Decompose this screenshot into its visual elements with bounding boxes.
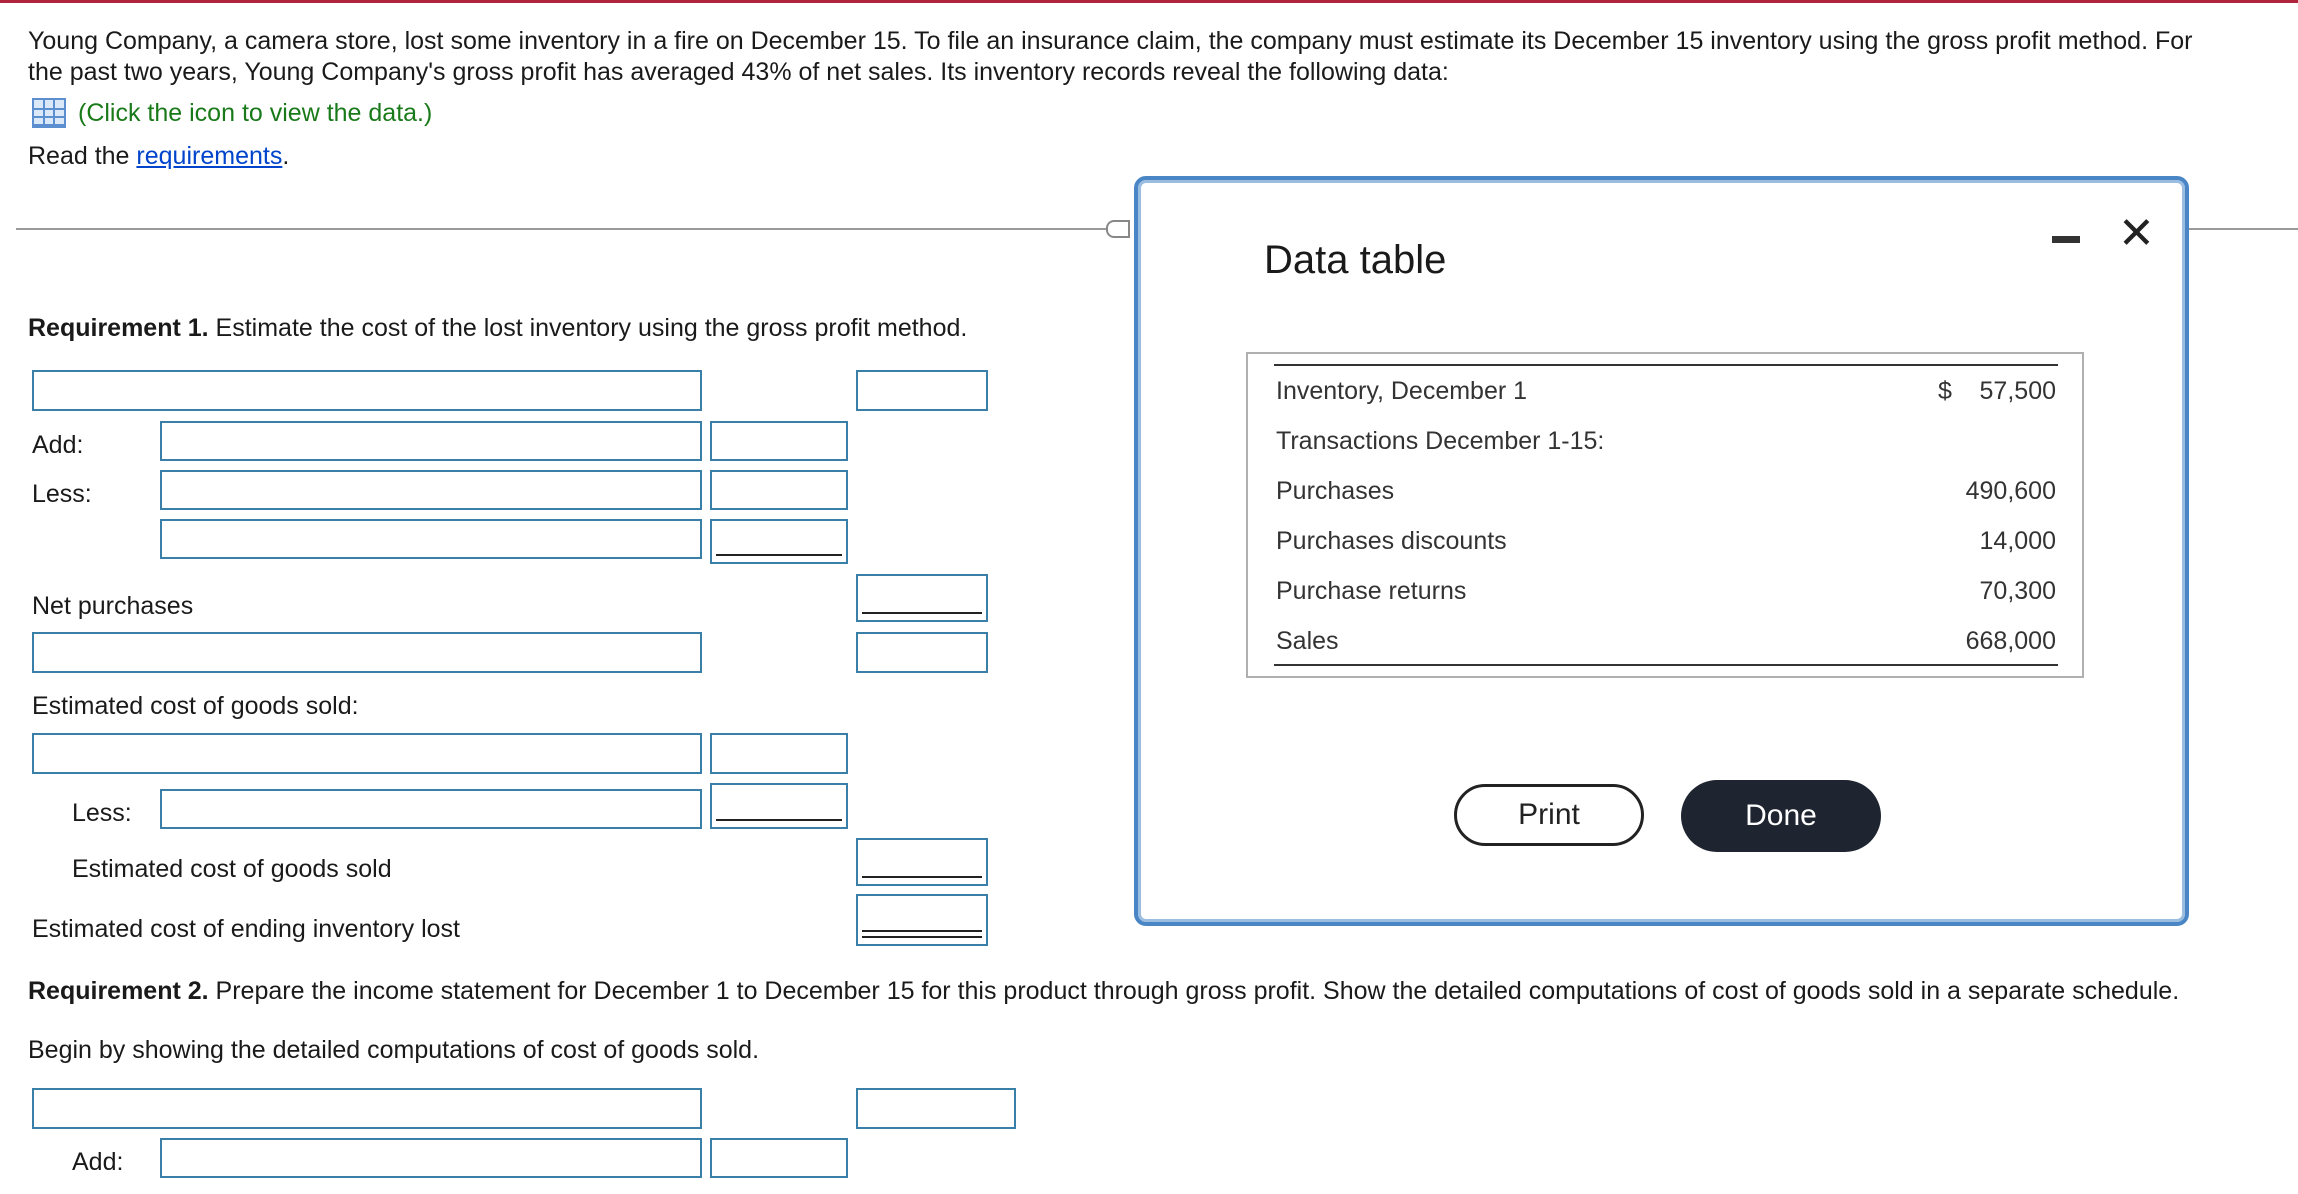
read-prefix: Read the xyxy=(28,142,137,170)
row-value: 14,000 xyxy=(1979,527,2056,555)
r1-less2-label-input[interactable] xyxy=(160,519,702,559)
req2-begin-text: Begin by showing the detailed computations of cost of goods sold. xyxy=(28,1036,760,1064)
data-table-icon[interactable] xyxy=(32,98,66,128)
read-requirements xyxy=(28,141,289,172)
r1-net-purchases-amount[interactable] xyxy=(856,574,988,622)
row-label: Purchases discounts xyxy=(1276,527,1507,555)
modal-title: Data table xyxy=(1264,238,1447,282)
data-table-modal xyxy=(1134,176,2189,926)
r1-line1-amount-input[interactable] xyxy=(856,370,988,411)
req2-bold: Requirement 2. xyxy=(28,977,209,1005)
row-dollar: $ xyxy=(1938,377,1952,405)
table-bottom-rule xyxy=(1274,664,2058,666)
r1-add-label-input[interactable] xyxy=(160,421,702,461)
close-icon[interactable]: ✕ xyxy=(2118,209,2155,258)
r1-net-purchases-label: Net purchases xyxy=(32,592,194,620)
row-value: 490,600 xyxy=(1965,477,2056,505)
table-top-rule xyxy=(1274,364,2058,366)
r1-est-cogs-label: Estimated cost of goods sold xyxy=(72,855,392,883)
r1-less2-amount-input[interactable] xyxy=(710,519,848,564)
r2-line1-amount-input[interactable] xyxy=(856,1088,1016,1129)
r1-add-label: Add: xyxy=(32,431,84,459)
print-button[interactable]: Print xyxy=(1454,784,1644,846)
r1-line1-label-input[interactable] xyxy=(32,370,702,411)
r2-add-label: Add: xyxy=(72,1148,124,1176)
requirement-2-heading xyxy=(28,976,2179,1007)
row-label: Sales xyxy=(1276,627,1339,655)
row-label: Purchase returns xyxy=(1276,577,1467,605)
minimize-icon[interactable] xyxy=(2052,236,2080,243)
top-accent-bar xyxy=(0,0,2298,3)
divider-handle[interactable] xyxy=(1106,220,1130,238)
r1-est-ending-amount[interactable] xyxy=(856,894,988,946)
row-label: Transactions December 1-15: xyxy=(1276,427,1605,455)
requirements-link[interactable]: requirements xyxy=(136,142,283,170)
r1-est-cogs-header: Estimated cost of goods sold: xyxy=(32,692,359,720)
r1-less-label-2: Less: xyxy=(72,799,132,827)
requirement-1-heading xyxy=(28,313,967,344)
r1-cogs-less-amount[interactable] xyxy=(710,783,848,829)
r2-line1-label-input[interactable] xyxy=(32,1088,702,1129)
r1-goods-available-label-input[interactable] xyxy=(32,632,702,673)
intro-line-1: Young Company, a camera store, lost some inventory in a fire on December 15. To file an insurance claim, the company must estimate its December 15 inventory using the gross profit method. For xyxy=(28,27,2193,55)
r1-goods-available-amount[interactable] xyxy=(856,632,988,673)
r1-less-label-input[interactable] xyxy=(160,470,702,510)
row-value: 668,000 xyxy=(1965,627,2056,655)
data-table xyxy=(1246,352,2084,678)
r1-add-amount-input[interactable] xyxy=(710,421,848,461)
row-value: 70,300 xyxy=(1979,577,2056,605)
req1-text: Estimate the cost of the lost inventory using the gross profit method. xyxy=(208,314,968,342)
r1-cogs-less-label-input[interactable] xyxy=(160,789,702,829)
intro-line-2: the past two years, Young Company's gross profit has averaged 43% of net sales. Its inventory records reveal the following data: xyxy=(28,58,1449,86)
req1-bold: Requirement 1. xyxy=(28,314,209,342)
r1-less-label: Less: xyxy=(32,480,92,508)
row-label: Inventory, December 1 xyxy=(1276,377,1528,405)
done-button[interactable]: Done xyxy=(1681,780,1881,852)
r1-cogs-line1-label-input[interactable] xyxy=(32,733,702,774)
r1-less-amount-input[interactable] xyxy=(710,470,848,510)
section-divider-right xyxy=(2188,228,2298,230)
r1-est-cogs-amount[interactable] xyxy=(856,838,988,886)
r2-add-label-input[interactable] xyxy=(160,1138,702,1178)
read-suffix: . xyxy=(282,142,290,170)
r1-cogs-line1-amount[interactable] xyxy=(710,733,848,774)
section-divider xyxy=(16,228,1110,230)
row-label: Purchases xyxy=(1276,477,1395,505)
click-hint[interactable]: (Click the icon to view the data.) xyxy=(78,99,433,127)
r2-add-amount-input[interactable] xyxy=(710,1138,848,1178)
req2-text: Prepare the income statement for December 1 to December 15 for this product through gross profit. Show the detailed computations of cost of goods sold in a separate schedule. xyxy=(208,977,2180,1005)
row-value: 57,500 xyxy=(1979,377,2056,405)
r1-est-ending-label: Estimated cost of ending inventory lost xyxy=(32,915,461,943)
